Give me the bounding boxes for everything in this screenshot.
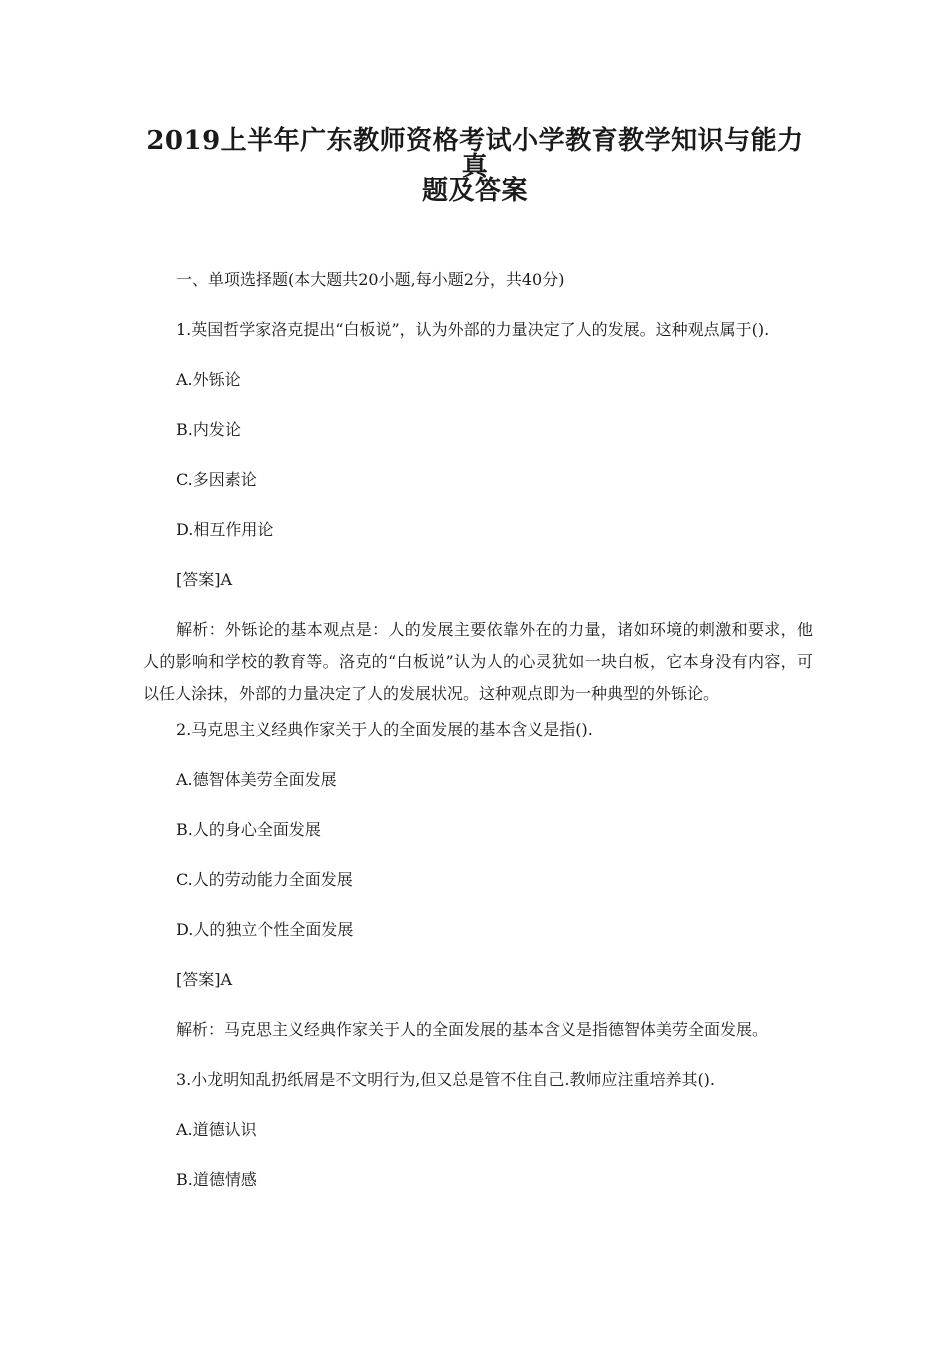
document-title-line-1: 2019上半年广东教师资格考试小学教育教学知识与能力真	[146, 126, 804, 182]
question-1-answer: [答案]A	[176, 570, 233, 589]
question-2-option-c: C.人的劳动能力全面发展	[176, 870, 353, 889]
question-1-stem: 1.英国哲学家洛克提出“白板说”，认为外部的力量决定了人的发展。这种观点属于().	[176, 320, 770, 339]
question-1-explanation: 解析：外铄论的基本观点是：人的发展主要依靠外在的力量，诸如环境的刺激和要求，他人的影响和学校的教育等。洛克的“白板说”认为人的心灵犹如一块白板，它本身没有内容，可以任人涂抹，外部的力量决定了人的发展状况。这种观点即为一种典型的外铄论。	[143, 620, 813, 703]
question-1-option-a: A.外铄论	[176, 370, 241, 389]
question-1-option-b: B.内发论	[176, 420, 241, 439]
question-2-option-a: A.德智体美劳全面发展	[176, 770, 337, 789]
question-1-option-c: C.多因素论	[176, 470, 257, 489]
question-2-option-b: B.人的身心全面发展	[176, 820, 321, 839]
question-2-stem: 2.马克思主义经典作家关于人的全面发展的基本含义是指().	[176, 720, 593, 739]
question-1-option-d: D.相互作用论	[176, 520, 274, 539]
question-2-option-d: D.人的独立个性全面发展	[176, 920, 354, 939]
question-2-explanation: 解析：马克思主义经典作家关于人的全面发展的基本含义是指德智体美劳全面发展。	[176, 1020, 769, 1039]
question-3-option-b: B.道德情感	[176, 1170, 257, 1189]
section-heading: 一、单项选择题(本大题共20小题,每小题2分，共40分)	[176, 270, 565, 289]
question-2-answer: [答案]A	[176, 970, 233, 989]
question-3-option-a: A.道德认识	[176, 1120, 257, 1139]
document-title-line-2: 题及答案	[421, 176, 528, 206]
question-3-stem: 3.小龙明知乱扔纸屑是不文明行为,但又总是管不住自己.教师应注重培养其().	[176, 1070, 716, 1089]
